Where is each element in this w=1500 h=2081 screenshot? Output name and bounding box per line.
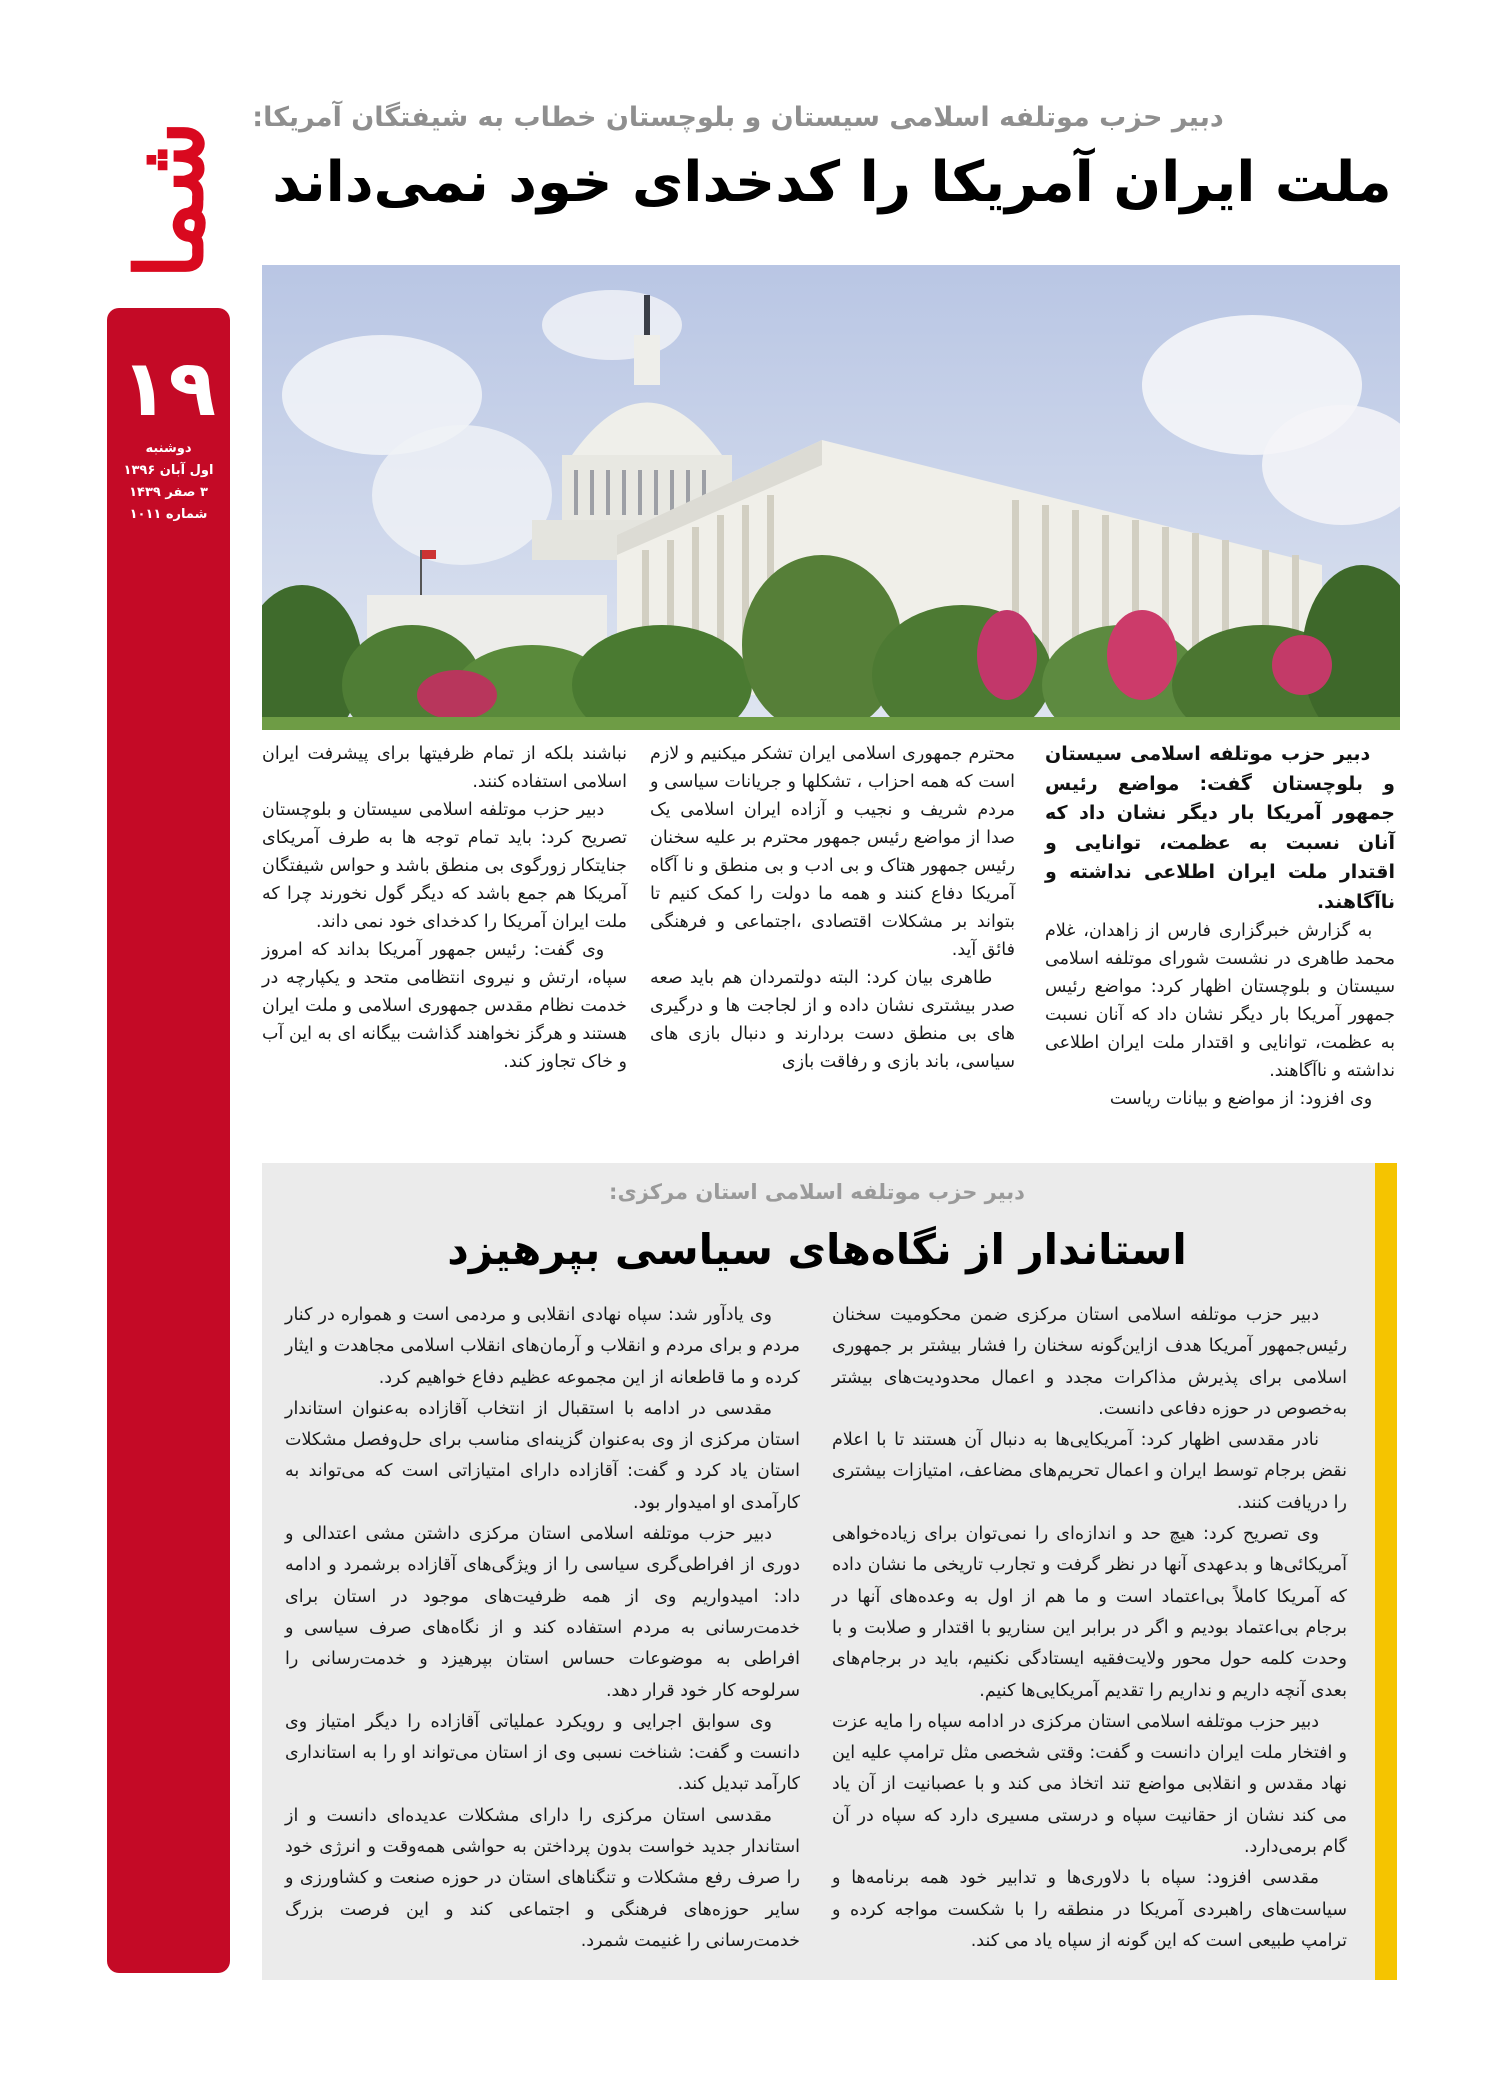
capitol-photo xyxy=(262,265,1400,730)
article2-headline: استاندار از نگاه‌های سیاسی بپرهیزد xyxy=(447,1225,1187,1274)
article1-paragraph: دبیر حزب موتلفه اسلامی سیستان و بلوچستان تصریح کرد: باید تمام توجه ها به طرف آمریکای جنایتکار زورگوی بی منطق باشد و حواس شیفتگان آمریکا هم جمع باشد که دیگر گول نخورند چرا که ملت ایران آمریکا را کدخدای خود نمی داند. xyxy=(262,800,627,932)
page-number: ۱۹ xyxy=(120,344,217,434)
article1-paragraph: وی افزود: از مواضع و بیانات ریاست xyxy=(1109,1089,1373,1109)
article2-kicker: دبیر حزب موتلفه اسلامی استان مرکزی: xyxy=(609,1180,1025,1204)
article2-paragraph: دبیر حزب موتلفه اسلامی استان مرکزی در ادامه سپاه را مایه عزت و افتخار ملت ایران دانست و گفت: وقتی شخصی مثل ترامپ علیه این نهاد مقدس و انقلابی مواضع تند اتخاذ می کند و با عصبانیت از آن یاد می کند نشان از حقانیت سپاه و درستی مسیری دارد که سپاه در آن گام برمی‌دارد. xyxy=(832,1711,1347,1858)
article2-paragraph: وی یادآور شد: سپاه نهادی انقلابی و مردمی است و همواره در کنار مردم و برای مردم و انقلاب و آرمان‌های انقلاب اسلامی مجاهدت و ایثار کرده و ما قاطعانه از این مجموعه عظیم دفاع خواهیم کرد. xyxy=(285,1305,800,1388)
newspaper-logo xyxy=(100,95,240,305)
article2-column-right xyxy=(832,1300,1347,1957)
article2-paragraph: مقدسی استان مرکزی را دارای مشکلات عدیده‌ای دانست و از استاندار جدید خواست بدون پرداختن به حواشی همه‌وقت و انرژی خود را صرف رفع مشکلات و تنگناهای استان در حوزه صنعت و کشاورزی و سایر حوزه‌های فرهنگی و اجتماعی کند و این فرصت بزرگ خدمت‌رسانی را غنیمت شمرد. xyxy=(285,1805,800,1951)
article1-column-3 xyxy=(262,740,627,1076)
issue-number: شماره ۱۰۱۱ xyxy=(129,507,208,522)
article2-paragraph: وی تصریح کرد: هیچ حد و اندازه‌ای را نمی‌توان برای زیاده‌خواهی آمریکائی‌ها و بدعهدی آنها در نظر گرفت و تجارب تاریخی ما نشان داده که آمریکا کاملاً بی‌اعتماد است و ما هم از اول به وعده‌های آنها در برجام بی‌اعتماد بودیم و اگر در برابر این سناریو با اقتدار و صلابت و با وحدت کلمه حول محور ولایت‌فقیه ایستادگی نکنیم، باید در برجام‌های بعدی آنچه داریم و نداریم را تقدیم آمریکایی‌ها کنیم. xyxy=(832,1524,1347,1701)
article1-headline: ملت ایران آمریکا را کدخدای خود نمی‌داند xyxy=(272,150,1392,215)
article1-paragraph: محترم جمهوری اسلامی ایران تشکر میکنیم و لازم است که همه احزاب ، تشکلها و جریانات سیاسی و مردم شریف و نجیب و آزاده ایران اسلامی یک صدا از مواضع رئیس جمهور محترم بر علیه سخنان رئیس جمهور هتاک و بی ادب و بی منطق و نا آگاه آمریکا دفاع کنند و همه ما دولت را کمک کنیم تا بتواند بر مشکلات اقتصادی ،اجتماعی و فرهنگی فائق آید. xyxy=(650,744,1015,960)
capitol-building-image xyxy=(262,265,1400,730)
article2-paragraph: وی سوابق اجرایی و رویکرد عملیاتی آقازاده را دیگر امتیاز وی دانست و گفت: شناخت نسبی وی از استان می‌تواند او را به استانداری کارآمد تبدیل کند. xyxy=(285,1711,800,1795)
logo-text: شما xyxy=(116,120,224,280)
article1-paragraph: به گزارش خبرگزاری فارس از زاهدان، غلام محمد طاهری در نشست شورای موتلفه اسلامی سیستان و بلوچستان اظهار کرد: مواضع رئیس جمهور آمریکا بار دیگر نشان داد که آنان نسبت به عظمت، توانایی و اقتدار ملت ایران اطلاعی نداشته و ناآگاهند. xyxy=(1045,921,1395,1081)
date-sidebar xyxy=(107,308,230,1973)
article1-lead: دبیر حزب موتلفه اسلامی سیستان و بلوچستان گفت: مواضع رئیس جمهور آمریکا بار دیگر نشان داد که آنان نسبت به عظمت، توانایی و اقتدار ملت ایران اطلاعی نداشته و ناآگاهند. xyxy=(1045,743,1395,913)
date-solar: اول آبان ۱۳۹۶ xyxy=(123,463,214,478)
article1-paragraph: طاهری بیان کرد: البته دولتمردان هم باید صعه صدر بیشتری نشان داده و از لجاجت ها و درگیری های بی منطق دست بردارند و دنبال بازی های سیاسی، باند بازی و رفاقت بازی xyxy=(650,968,1015,1072)
weekday: دوشنبه xyxy=(145,441,192,456)
article2-paragraph: مقدسی در ادامه با استقبال از انتخاب آقازاده به‌عنوان استاندار استان مرکزی از وی به‌عنوان گزینه‌ای مناسب برای حل‌وفصل مشکلات استان یاد کرد و گفت: آقازاده دارای امتیازاتی است که می‌تواند به کارآمدی او امیدوار بود. xyxy=(285,1398,800,1513)
article2-column-left xyxy=(285,1300,800,1957)
article1-column-2 xyxy=(650,740,1015,1076)
article2-paragraph: نادر مقدسی اظهار کرد: آمریکایی‌ها به دنبال آن هستند تا با اعلام نقض برجام توسط ایران و اعمال تحریم‌های مضاعف، امتیازات بیشتری را دریافت کنند. xyxy=(832,1430,1347,1513)
article1-paragraph: نباشند بلکه از تمام ظرفیتها برای پیشرفت ایران اسلامی استفاده کنند. xyxy=(262,744,627,792)
article1-kicker: دبیر حزب موتلفه اسلامی سیستان و بلوچستان خطاب به شیفتگان آمریکا: xyxy=(252,102,1224,133)
article2-paragraph: دبیر حزب موتلفه اسلامی استان مرکزی داشتن مشی اعتدالی و دوری از افراطی‌گری سیاسی را از ویژگی‌های آقازاده برشمرد و ادامه داد: امیدواریم وی از همه ظرفیت‌های موجود در استان برای خدمت‌رسانی به مردم استفاده کند و از نگاه‌های صرف سیاسی و افراطی به موضوعات حساس استان بپرهیزد و خدمت‌رسانی را سرلوحه کار خود قرار دهد. xyxy=(285,1524,800,1701)
article2-accent-bar xyxy=(1375,1163,1397,1980)
article2-paragraph: مقدسی افزود: سپاه با دلاوری‌ها و تدابیر خود همه برنامه‌ها و سیاست‌های راهبردی آمریکا در منطقه را با شکست مواجه کرده و ترامپ طبیعی است که این گونه از سپاه یاد می کند. xyxy=(832,1868,1347,1951)
article1-column-1 xyxy=(1045,740,1395,1113)
article1-paragraph: وی گفت: رئیس جمهور آمریکا بداند که امروز سپاه، ارتش و نیروی انتظامی متحد و یکپارچه در خدمت نظام مقدس جمهوری اسلامی و ملت ایران هستند و هرگز نخواهند گذاشت بیگانه ای به این آب و خاک تجاوز کند. xyxy=(262,940,627,1072)
article2-paragraph: دبیر حزب موتلفه اسلامی استان مرکزی ضمن محکومیت سخنان رئیس‌جمهور آمریکا هدف ازاین‌گونه سخنان را فشار بیشتر بر جمهوری اسلامی برای پذیرش مذاکرات مجدد و اعمال محدودیت‌های بیشتر به‌خصوص در حوزه دفاعی دانست. xyxy=(832,1305,1347,1419)
date-lunar: ۳ صفر ۱۴۳۹ xyxy=(129,485,208,500)
